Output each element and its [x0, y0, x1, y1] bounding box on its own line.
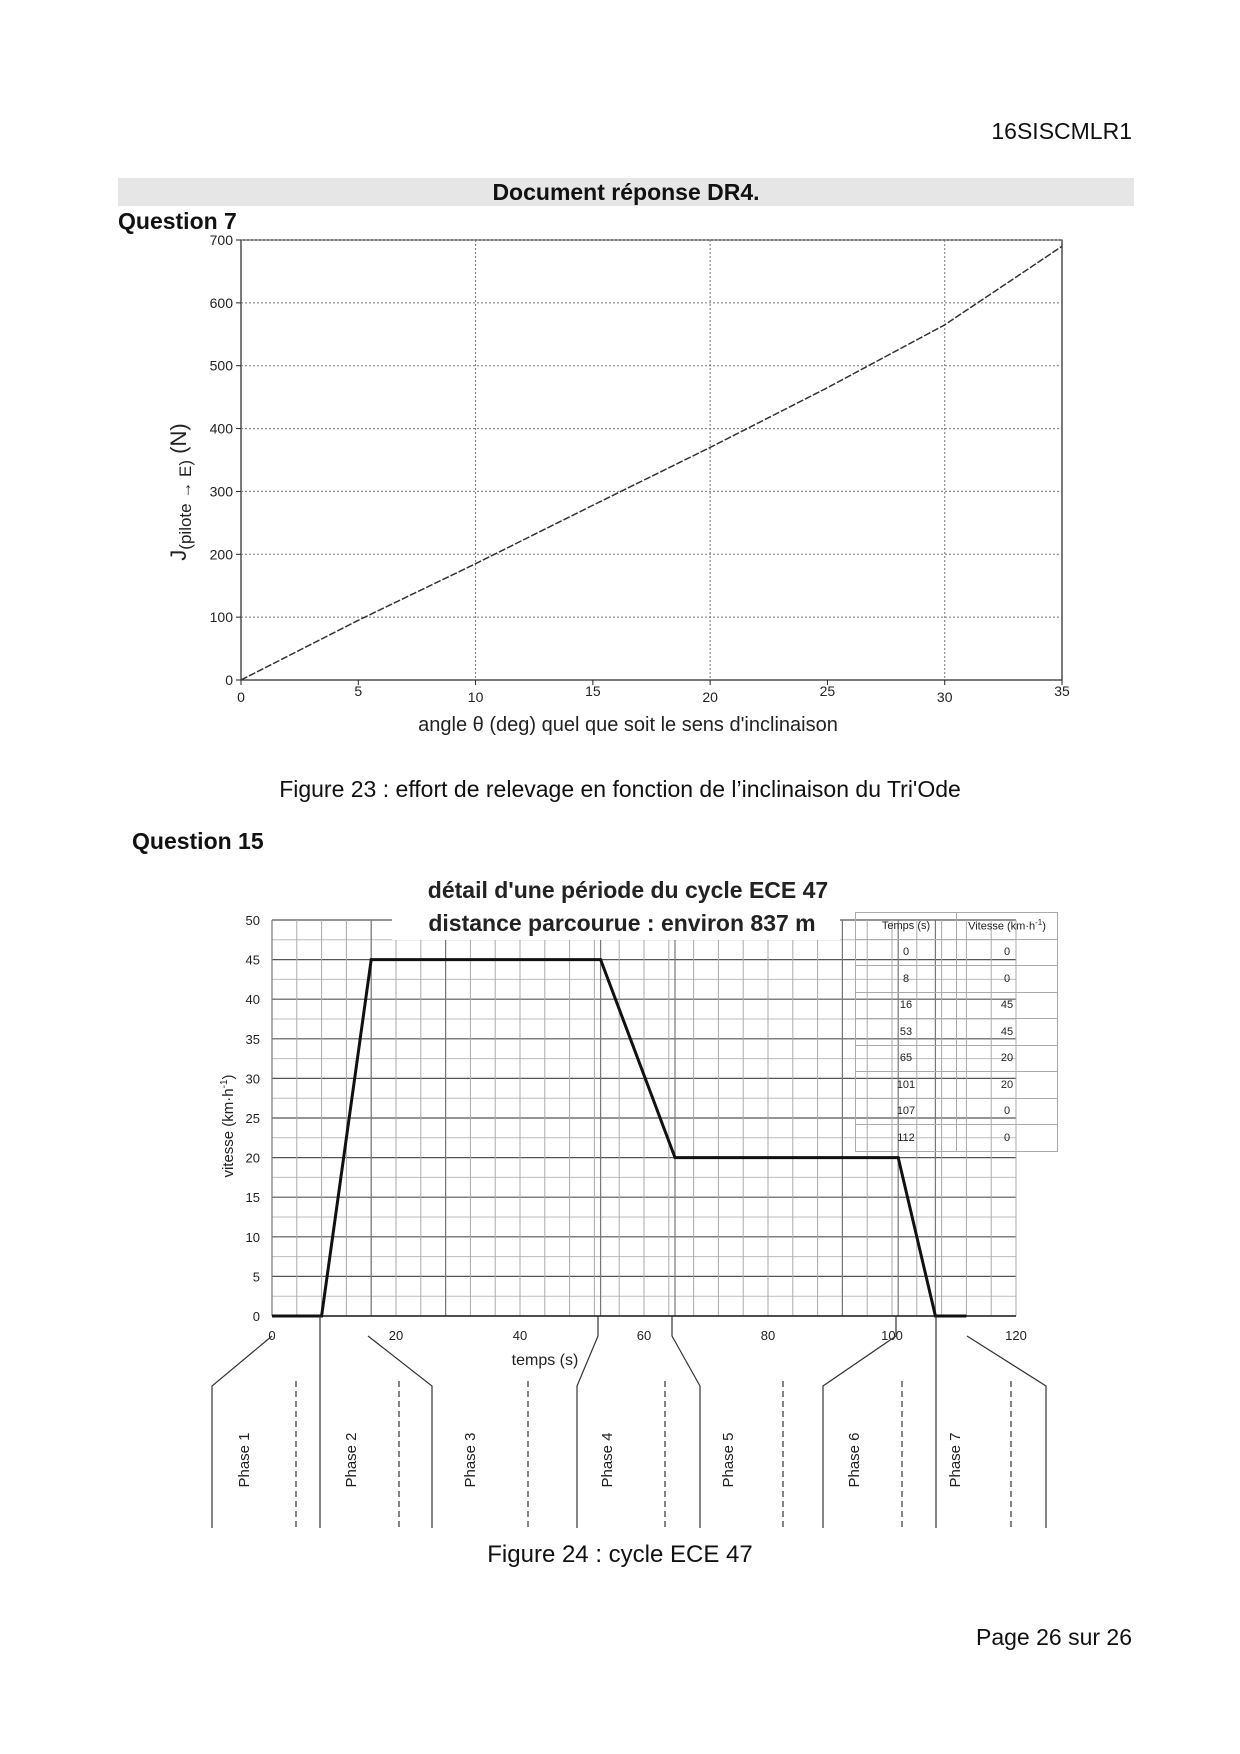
chart1-y-axis-label: $J_{(pilote \to E)}$ (N): [166, 423, 195, 561]
chart1-x-tick-label: 15: [585, 683, 601, 699]
phase-label: Phase 2: [343, 1432, 360, 1488]
chart1-y-tick-label: 300: [209, 483, 233, 500]
phase-labels: [236, 1432, 964, 1487]
chart2-x-tick-label: 20: [388, 1328, 404, 1343]
chart1-x-tick-label: 35: [1054, 683, 1070, 699]
chart2-y-tick-label: 45: [245, 952, 260, 968]
figure-24-caption: Figure 24 : cycle ECE 47: [487, 1541, 753, 1568]
table-row: [856, 1072, 1058, 1099]
table-cell-vitesse: 0: [957, 1125, 1058, 1152]
table-cell-temps: 101: [856, 1072, 957, 1099]
phase-label: Phase 4: [599, 1432, 616, 1488]
chart1-y-tick-label: 600: [209, 294, 233, 311]
chart1-y-tick-label: 500: [209, 357, 233, 374]
phase-bracket: [823, 1316, 896, 1528]
chart2-x-tick-label: 40: [512, 1328, 528, 1343]
table-cell-vitesse: 20: [957, 1045, 1058, 1072]
chart1-x-tick-label: 20: [702, 689, 718, 705]
chart2-y-tick-label: 15: [245, 1190, 260, 1206]
table-cell-temps: 0: [856, 939, 957, 966]
chart1-x-tick-label: 0: [237, 689, 245, 705]
table-row: [856, 966, 1058, 993]
table-cell-vitesse: 0: [957, 966, 1058, 993]
page-number: Page 26 sur 26: [975, 1624, 1132, 1650]
table-cell-temps: 65: [856, 1045, 957, 1072]
chart1-x-tick-label: 30: [936, 689, 953, 705]
question-7-heading: Question 7: [118, 208, 237, 234]
table-row: [856, 939, 1058, 966]
chart1-x-axis-label: angle θ (deg) quel que soit le sens d'inclinaison: [418, 714, 838, 736]
question-15-heading: Question 15: [132, 828, 264, 854]
chart2-subtitle: distance parcourue : environ 837 m: [428, 910, 816, 936]
table-header-vitesse: Vitesse $(km\cdot h^{-1})$: [957, 913, 1058, 940]
table-row: [856, 1125, 1058, 1152]
table-row: [856, 1098, 1058, 1125]
table-cell-vitesse: 45: [957, 1019, 1058, 1046]
chart1-x-tick-label: 5: [354, 683, 363, 699]
table-cell-vitesse: 45: [957, 992, 1058, 1019]
chart2-title: détail d'une période du cycle ECE 47: [427, 877, 829, 903]
phase-label: Phase 7: [947, 1432, 964, 1488]
table-cell-temps: 53: [856, 1019, 957, 1046]
phase-label: Phase 1: [236, 1432, 253, 1488]
chart2-x-axis-label: temps (s): [511, 1352, 579, 1369]
chart1-y-tick-label: 100: [209, 609, 233, 626]
chart2-y-tick-label: 50: [245, 913, 260, 928]
table-cell-vitesse: 0: [957, 1098, 1058, 1125]
phase-bracket: [672, 1316, 700, 1528]
table-cell-temps: 8: [856, 966, 957, 993]
chart2-y-tick-label: 35: [245, 1031, 260, 1047]
phase-bracket: [967, 1336, 1046, 1528]
chart2-x-tick-label: 80: [760, 1328, 776, 1343]
phase-label: Phase 6: [846, 1432, 863, 1488]
phase-bracket: [368, 1336, 432, 1528]
chart1-x-tick-label: 25: [819, 683, 836, 699]
document-reference: 16SISCMLR1: [991, 118, 1132, 144]
table-cell-vitesse: 20: [957, 1072, 1058, 1099]
chart1-y-tick-label: 400: [209, 420, 233, 437]
phase-bracket: [212, 1336, 272, 1528]
chart2-y-tick-label: 40: [245, 992, 260, 1008]
chart2-x-tick-label: 60: [636, 1328, 652, 1343]
chart1-y-tick-label: 0: [225, 672, 233, 688]
table-header-row: [856, 913, 1058, 940]
table-cell-temps: 112: [856, 1125, 957, 1152]
chart2-y-tick-label: 5: [252, 1269, 260, 1285]
chart2-y-tick-label: 0: [252, 1309, 260, 1324]
chart2-y-tick-label: 30: [245, 1071, 260, 1087]
table-cell-temps: 16: [856, 992, 957, 1019]
chart1-y-tick-label: 200: [209, 546, 233, 563]
phase-bracket-lines: [212, 1316, 1046, 1528]
chart2-x-tick-label: 0: [268, 1328, 276, 1343]
phase-bracket: [577, 1316, 598, 1528]
table-row: [856, 1045, 1058, 1072]
chart2-y-tick-label: 10: [245, 1229, 260, 1245]
cycle-table: [855, 912, 1058, 1152]
document-title: Document réponse DR4.: [492, 179, 760, 205]
phase-label: Phase 5: [720, 1432, 737, 1488]
table-cell-vitesse: 0: [957, 939, 1058, 966]
table-cell-temps: 107: [856, 1098, 957, 1125]
chart2-y-axis-label: vitesse $(km\cdot h^{-1})$: [219, 1074, 237, 1178]
table-row: [856, 992, 1058, 1019]
chart1-x-tick-label: 10: [467, 689, 484, 705]
figure-23-caption: Figure 23 : effort de relevage en fonction de l’inclinaison du Tri'Ode: [279, 776, 961, 802]
chart2-y-tick-label: 20: [245, 1150, 260, 1166]
table-header-temps: Temps (s): [856, 913, 957, 940]
chart2-y-tick-label: 25: [245, 1111, 260, 1126]
chart1-y-tick-label: 700: [209, 232, 233, 248]
chart2-x-tick-label: 100: [881, 1328, 903, 1343]
table-row: [856, 1019, 1058, 1046]
phase-label: Phase 3: [462, 1432, 479, 1488]
chart2-x-tick-label: 120: [1005, 1328, 1027, 1343]
